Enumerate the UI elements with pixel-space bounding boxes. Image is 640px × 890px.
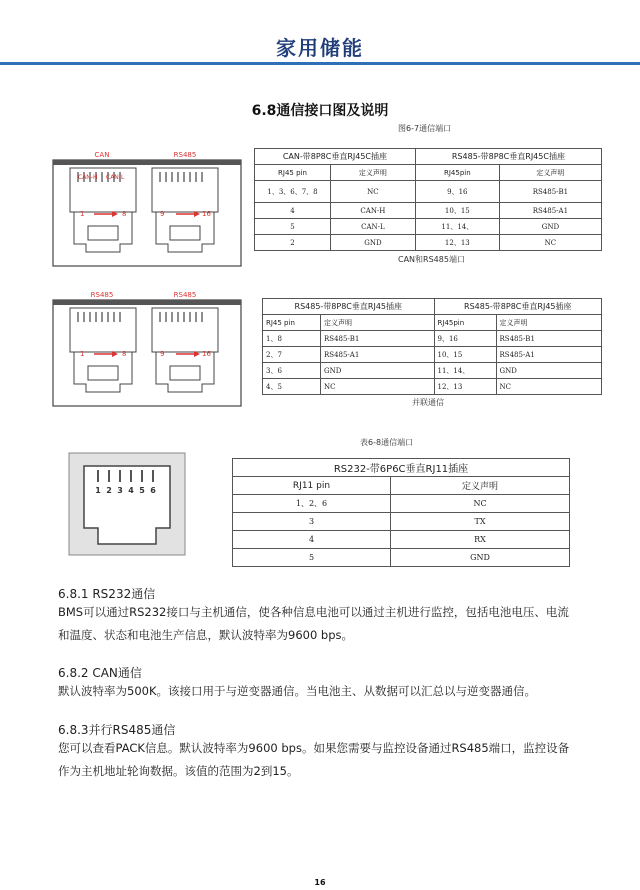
table-cell: 3、6 xyxy=(263,363,321,379)
table-cell: RS485-A1 xyxy=(499,203,601,219)
pin-label-16: 16 xyxy=(202,350,211,358)
pin-label-1: 1 xyxy=(80,210,85,218)
table-cell: GND xyxy=(496,363,601,379)
table-cell: GND xyxy=(331,235,416,251)
paragraph-line: 默认波特率为500K。该接口用于与逆变器通信。当电池主、从数据可以汇总以与逆变器通信。 xyxy=(58,684,536,698)
pin-label-1: 1 xyxy=(80,350,85,358)
pin-label-16: 16 xyxy=(202,210,211,218)
header-divider xyxy=(0,62,640,65)
table-caption-6-8: 表6-8通信端口 xyxy=(360,438,414,447)
table-header: RS485-带8P8C垂直RJ45插座 xyxy=(434,299,601,315)
can-rs485-pin-table xyxy=(254,148,602,251)
paragraph-line: 和温度、状态和电池生产信息，默认波特率为9600 bps。 xyxy=(58,628,354,642)
table-cell: RS485-B1 xyxy=(499,181,601,203)
table-cell: RS485-B1 xyxy=(496,331,601,347)
jack-label-can-h: CAN-H xyxy=(78,174,98,181)
table-cell: GND xyxy=(499,219,601,235)
rs485-parallel-pin-table xyxy=(262,298,602,395)
column-header: 定义声明 xyxy=(331,165,416,181)
table-row xyxy=(263,331,602,347)
table-cell: 4 xyxy=(233,531,391,549)
rj11-jack-diagram xyxy=(68,452,186,556)
document-header-title: 家用储能 xyxy=(276,36,364,60)
jack-label-rs485-left: RS485 xyxy=(90,291,114,299)
table-header: RS232-带6P6C垂直RJ11插座 xyxy=(233,459,570,477)
table-cell: 11、14、 xyxy=(434,363,496,379)
table-cell: 12、13 xyxy=(415,235,499,251)
table-row xyxy=(255,181,602,203)
paragraph-can xyxy=(58,680,598,703)
table-cell: RS485-A1 xyxy=(321,347,435,363)
section-title: 6.8通信接口图及说明 xyxy=(251,103,389,119)
table-cell: 3 xyxy=(233,513,391,531)
jack-label-can: CAN xyxy=(94,151,110,159)
table-cell: CAN-H xyxy=(331,203,416,219)
table-cell: NC xyxy=(499,235,601,251)
table-cell: TX xyxy=(391,513,570,531)
paragraph-line: 作为主机地址轮询数据。该值的范围为2到15。 xyxy=(58,764,299,778)
table-cell: NC xyxy=(391,495,570,513)
rj11-pin-label: 3 xyxy=(117,486,123,495)
table-header: RS485-带8P8C垂直RJ45插座 xyxy=(263,299,435,315)
column-header: RJ45 pin xyxy=(263,315,321,331)
table-row xyxy=(255,203,602,219)
table-cell: CAN-L xyxy=(331,219,416,235)
figure-footer-parallel: 并联通信 xyxy=(412,398,444,407)
table-cell: RS485-A1 xyxy=(496,347,601,363)
rs485-parallel-jack-diagram xyxy=(52,288,242,408)
table-cell: 9、16 xyxy=(434,331,496,347)
column-header: 定义声明 xyxy=(496,315,601,331)
table-cell: 1、2、6 xyxy=(233,495,391,513)
table-row xyxy=(263,347,602,363)
table-cell: NC xyxy=(331,181,416,203)
paragraph-line: BMS可以通过RS232接口与主机通信，使各种信息电池可以通过主机进行监控，包括电池电压、电流 xyxy=(58,605,569,619)
table-row xyxy=(255,219,602,235)
table-cell: 4 xyxy=(255,203,331,219)
column-header: RJ45 pin xyxy=(255,165,331,181)
table-cell: NC xyxy=(321,379,435,395)
table-cell: RX xyxy=(391,531,570,549)
rs232-pin-table xyxy=(232,458,570,567)
column-header: RJ45pin xyxy=(434,315,496,331)
table-row xyxy=(233,513,570,531)
pin-label-9: 9 xyxy=(160,210,165,218)
rj11-pin-label: 4 xyxy=(128,486,134,495)
table-row xyxy=(255,235,602,251)
table-cell: 1、8 xyxy=(263,331,321,347)
column-header: 定义声明 xyxy=(391,477,570,495)
table-cell: 11、14、 xyxy=(415,219,499,235)
table-cell: 2、7 xyxy=(263,347,321,363)
table-cell: 9、16 xyxy=(415,181,499,203)
jack-label-rs485: RS485 xyxy=(173,151,197,159)
table-row xyxy=(263,379,602,395)
table-cell: 10、15 xyxy=(415,203,499,219)
table-cell: 12、13 xyxy=(434,379,496,395)
pin-label-8: 8 xyxy=(122,350,127,358)
rj11-pin-label: 2 xyxy=(106,486,112,495)
table-cell: 1、3、6、7、8 xyxy=(255,181,331,203)
table-cell: 5 xyxy=(233,549,391,567)
table-cell: NC xyxy=(496,379,601,395)
pin-label-8: 8 xyxy=(122,210,127,218)
column-header: 定义声明 xyxy=(499,165,601,181)
jack-label-rs485-right: RS485 xyxy=(173,291,197,299)
table-row xyxy=(263,363,602,379)
table-cell: 5 xyxy=(255,219,331,235)
table-row xyxy=(233,549,570,567)
column-header: RJ45pin xyxy=(415,165,499,181)
column-header: 定义声明 xyxy=(321,315,435,331)
table-cell: 2 xyxy=(255,235,331,251)
rj11-pin-label: 1 xyxy=(95,486,101,495)
paragraph-line: 您可以查看PACK信息。默认波特率为9600 bps。如果您需要与监控设备通过RS485端口，监控设备 xyxy=(58,741,570,755)
table-row xyxy=(233,495,570,513)
subsection-title-rs232: 6.8.1 RS232通信 xyxy=(58,587,156,601)
jack-label-can-l: CAN-L xyxy=(106,174,125,181)
table-header: RS485-带8P8C垂直RJ45C插座 xyxy=(415,149,601,165)
pin-label-9: 9 xyxy=(160,350,165,358)
table-cell: 4、5 xyxy=(263,379,321,395)
paragraph-rs232 xyxy=(58,601,598,647)
table-cell: GND xyxy=(321,363,435,379)
table-cell: RS485-B1 xyxy=(321,331,435,347)
column-header: RJ11 pin xyxy=(233,477,391,495)
subsection-title-can: 6.8.2 CAN通信 xyxy=(58,666,142,680)
figure-caption-6-7: 图6-7通信端口 xyxy=(398,124,452,133)
table-cell: GND xyxy=(391,549,570,567)
table-header: CAN-带8P8C垂直RJ45C插座 xyxy=(255,149,416,165)
table-cell: 10、15 xyxy=(434,347,496,363)
paragraph-rs485 xyxy=(58,737,598,783)
can-rs485-jack-diagram xyxy=(52,148,242,268)
rj11-pin-label: 5 xyxy=(139,486,145,495)
figure-footer-can-rs485: CAN和RS485端口 xyxy=(398,255,465,264)
table-row xyxy=(233,531,570,549)
rj11-pin-label: 6 xyxy=(150,486,156,495)
page-number: 16 xyxy=(314,878,326,887)
subsection-title-rs485: 6.8.3并行RS485通信 xyxy=(58,723,176,737)
